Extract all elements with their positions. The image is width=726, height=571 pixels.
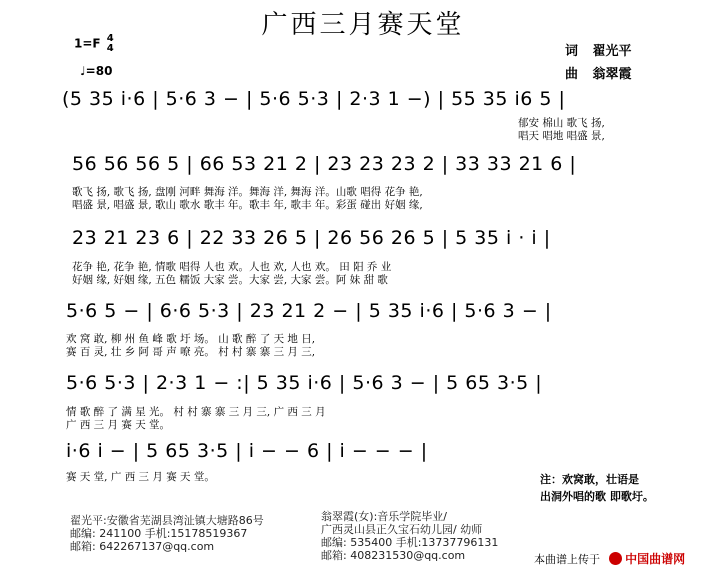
lyric-row-1b: 唱天 唱地 唱盛 景, [518, 130, 605, 142]
time-sig-bottom: 4 [106, 43, 114, 54]
site-brand-link[interactable]: 中国曲谱网 [625, 552, 686, 566]
key-signature [74, 34, 114, 54]
key-label: 1=F [74, 36, 101, 51]
site-logo-icon [609, 552, 622, 565]
time-signature [107, 34, 114, 54]
address-right-line-4: 邮箱: 408231530@qq.com [321, 549, 466, 562]
lyric-row-3a: 花争 艳, 花争 艳, 情歌 唱得 人也 欢。人也 欢, 人也 欢。 田 阳 乔 业 [72, 261, 392, 273]
score-row-1: (5 35 i·6 | 5·6 3 − | 5·6 5·3 | 2·3 1 −) | 55 35 i6 5 | [62, 88, 566, 110]
footnote-line-2: 出洞外唱的歌 即歌圩。 [540, 490, 654, 503]
composer-name: 翁翠霞 [592, 67, 632, 82]
lyricist-name: 翟光平 [592, 44, 632, 59]
score-row-5: 5·6 5·3 | 2·3 1 − :| 5 35 i·6 | 5·6 3 − | 5 65 3·5 | [66, 372, 543, 394]
address-lyricist [70, 514, 264, 553]
lyric-row-3b: 好姻 缘, 好姻 缘, 五色 糯饭 大家 尝。大家 尝, 大家 尝。阿 妹 甜 歌 [72, 274, 388, 286]
score-row-4: 5·6 5 − | 6·6 5·3 | 23 21 2 − | 5 35 i·6 | 5·6 3 − | [66, 300, 552, 322]
address-right-line-2: 广西灵山县正久宝石幼儿园/ 幼师 [321, 523, 483, 536]
score-row-2: 56 56 56 5 | 66 53 21 2 | 23 23 23 2 | 33 33 21 6 | [72, 153, 577, 175]
page-title: 广西三月赛天堂 [261, 10, 465, 40]
lyricist-label: 词 [565, 44, 579, 59]
lyric-row-2b: 唱盛 景, 唱盛 景, 歌山 歌水 歌丰 年。歌丰 年, 歌丰 年。彩蛋 碰出 好姻 缘, [72, 199, 423, 211]
upload-text: 本曲谱上传于 [534, 553, 600, 566]
lyric-row-1a: 郁安 棉山 歌飞 扬, [518, 117, 605, 129]
footnote-line-1: 注：欢窝敢，壮语是 [540, 473, 639, 486]
lyric-row-2a: 歌飞 扬, 歌飞 扬, 盘刚 河畔 舞海 洋。舞海 洋, 舞海 洋。山歌 唱得 花争 艳, [72, 186, 423, 198]
lyric-row-5a: 情 歌 醉 了 满 星 光。 村 村 寨 寨 三 月 三, 广 西 三 月 [66, 406, 326, 418]
footnote [540, 471, 654, 505]
composer-credit [565, 63, 632, 82]
tempo: ♩=80 [80, 64, 113, 78]
lyric-row-6a: 赛 天 堂, 广 西 三 月 赛 天 堂。 [66, 471, 215, 483]
composer-label: 曲 [565, 67, 579, 82]
lyricist-credit [565, 40, 632, 59]
address-left-line-2: 邮编: 241100 手机:15178519367 [70, 527, 248, 540]
address-right-line-3: 邮编: 535400 手机:13737796131 [321, 536, 499, 549]
score-row-3: 23 21 23 6 | 22 33 26 5 | 26 56 26 5 | 5 35 i · i | [72, 227, 551, 249]
address-right-line-1: 翁翠霞(女):音乐学院毕业/ [321, 510, 447, 523]
footer [534, 548, 685, 567]
lyric-row-4a: 欢 窝 敢, 柳 州 鱼 峰 歌 圩 场。 山 歌 醉 了 天 地 日, [66, 333, 316, 345]
time-sig-top: 4 [106, 33, 114, 44]
lyric-row-5b: 广 西 三 月 赛 天 堂。 [66, 419, 171, 431]
address-left-line-3: 邮箱: 642267137@qq.com [70, 540, 215, 553]
lyric-row-4b: 赛 百 灵, 壮 乡 阿 哥 声 嘹 亮。 村 村 寨 寨 三 月 三, [66, 346, 316, 358]
score-row-6: i·6 i − | 5 65 3·5 | i − − 6 | i − − − | [66, 440, 428, 462]
address-composer [321, 510, 498, 562]
address-left-line-1: 翟光平:安徽省芜湖县湾沚镇大塘路86号 [70, 514, 264, 527]
